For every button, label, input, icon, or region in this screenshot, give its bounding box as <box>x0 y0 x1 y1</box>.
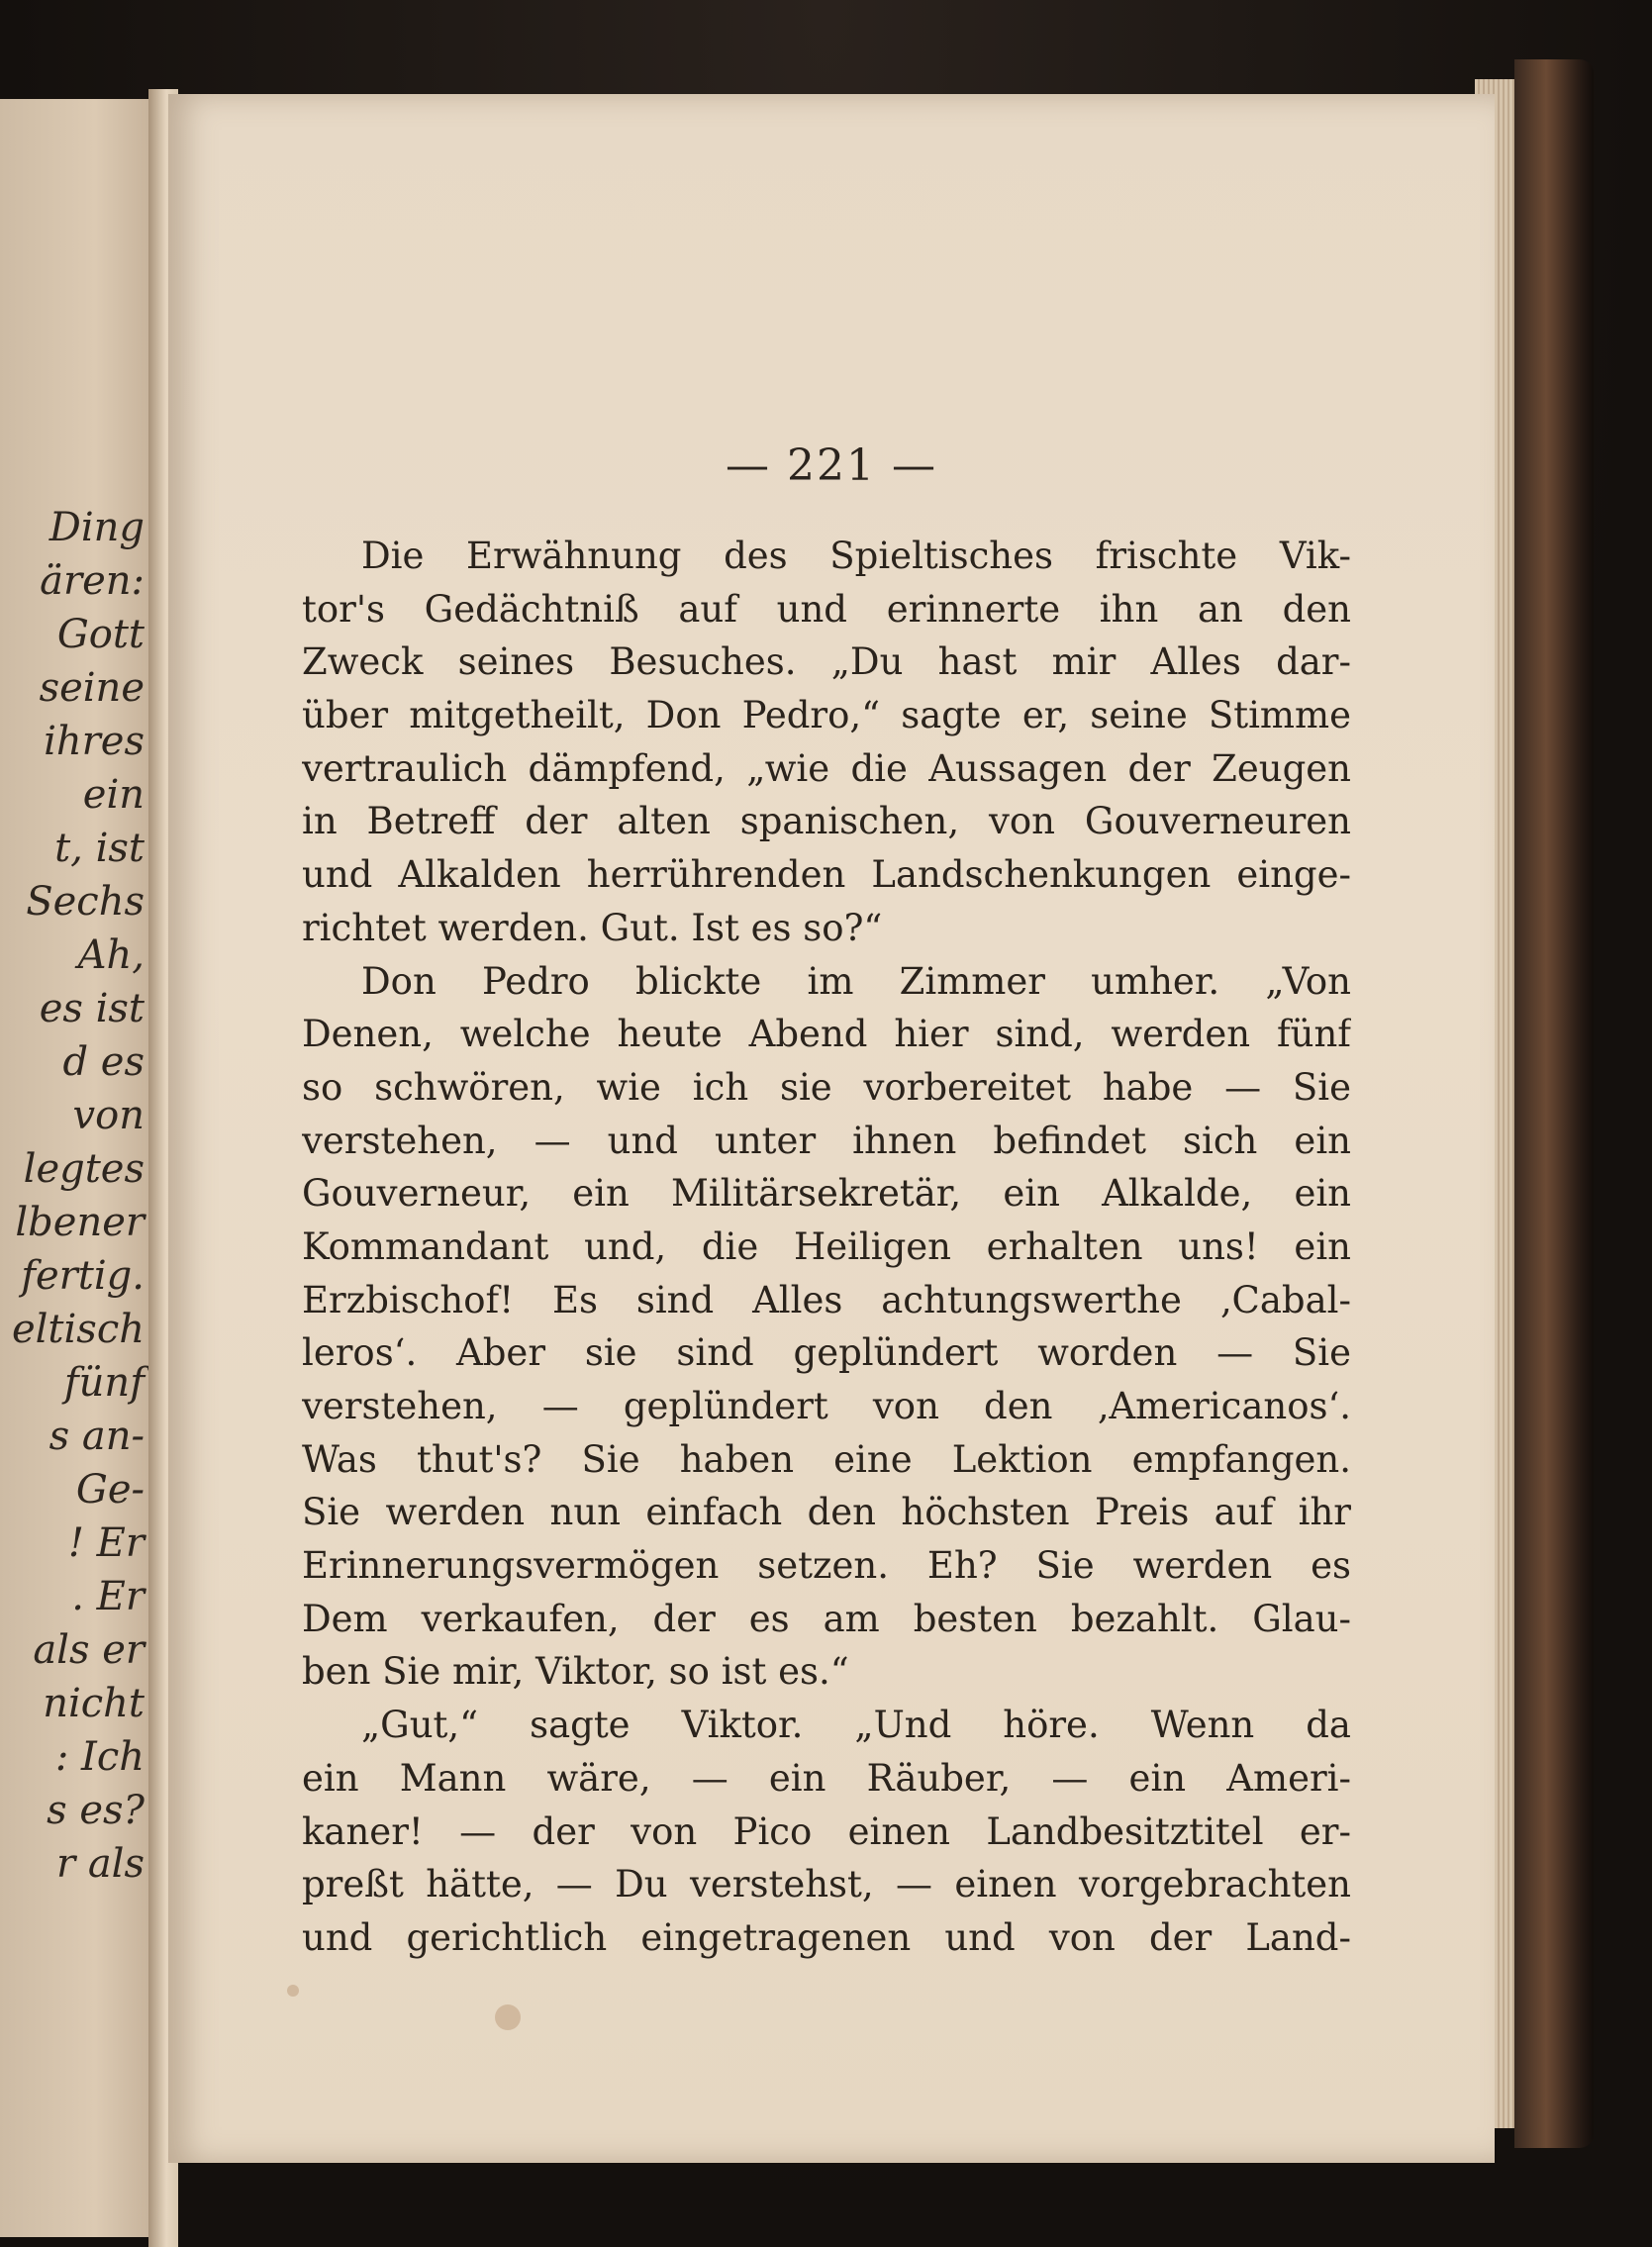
left-page-fragment: t, ist <box>54 826 145 871</box>
text-line: Zweck seines Besuches. „Du hast mir Alles dar- <box>302 640 1351 684</box>
left-page-fragment: es ist <box>39 986 145 1031</box>
text-line: „Gut,“ sagte Viktor. „Und höre. Wenn da <box>361 1704 1351 1747</box>
text-line: tor's Gedächtniß auf und erinnerte ihn an den <box>302 587 1351 631</box>
text-line: Die Erwähnung des Spieltisches frischte Vik- <box>361 535 1351 577</box>
text-line: in Betreff der alten spanischen, von Gouverneuren <box>302 800 1351 843</box>
left-page-fragment: d es <box>62 1039 145 1085</box>
text-line: Was thut's? Sie haben eine Lektion empfangen. <box>302 1437 1351 1481</box>
text-line: Dem verkaufen, der es am besten bezahlt. Glau- <box>302 1597 1351 1640</box>
body-text <box>302 530 1351 1965</box>
text-line: Kommandant und, die Heiligen erhalten uns! ein <box>302 1224 1351 1268</box>
text-line: über mitgetheilt, Don Pedro,“ sagte er, seine Stimme <box>302 694 1351 737</box>
left-page-fragment: s es? <box>47 1788 145 1833</box>
text-line: leros‘. Aber sie sind geplündert worden — Sie <box>302 1331 1351 1375</box>
text-line: preßt hätte, — Du verstehst, — einen vorgebrachten <box>302 1863 1351 1906</box>
left-page-fragment: Sechs <box>26 879 145 925</box>
text-line: richtet werden. Gut. Ist es so?“ <box>302 906 883 949</box>
left-page-fragment: Gott <box>56 612 145 657</box>
left-page-fragment: ein <box>82 772 145 818</box>
left-page-fragment: Ding <box>49 505 145 550</box>
text-line: Erinnerungsvermögen setzen. Eh? Sie werden es <box>302 1544 1351 1588</box>
book-page <box>168 94 1495 2163</box>
left-page-fragment: eltisch <box>11 1307 145 1352</box>
book-cover-edge <box>1514 59 1594 2148</box>
left-page-fragment: von <box>72 1093 145 1138</box>
left-page-fragment: Ah, <box>77 932 145 978</box>
text-line: verstehen, — geplündert von den ‚Americanos‘. <box>302 1385 1351 1427</box>
left-page-fragment: : Ich <box>54 1734 145 1780</box>
paper-spot <box>287 1985 299 1997</box>
paper-stain <box>495 2004 521 2030</box>
left-page-fragment: ären: <box>40 558 145 604</box>
text-line: ben Sie mir, Viktor, so ist es.“ <box>302 1650 849 1694</box>
text-line: kaner! — der von Pico einen Landbesitztitel er- <box>302 1809 1351 1853</box>
text-line: und gerichtlich eingetragenen und von der Land- <box>302 1915 1351 1959</box>
left-page-fragment: ihres <box>44 719 145 764</box>
left-page-fragment: seine <box>39 665 145 711</box>
left-page-fragment: nicht <box>43 1681 145 1726</box>
left-page-fragment: lbener <box>15 1200 145 1245</box>
text-line: verstehen, — und unter ihnen befindet sich ein <box>302 1119 1351 1162</box>
text-line: Gouverneur, ein Militärsekretär, ein Alkalde, ein <box>302 1172 1351 1216</box>
left-page-fragment: r als <box>55 1841 145 1887</box>
text-line: Don Pedro blickte im Zimmer umher. „Von <box>361 959 1351 1003</box>
page-number: — 221 — <box>726 440 937 491</box>
text-line: und Alkalden herrührenden Landschenkungen einge- <box>302 853 1351 897</box>
left-page-fragment: fertig. <box>21 1253 145 1299</box>
left-page-fragment: Ge- <box>75 1467 145 1513</box>
text-line: Denen, welche heute Abend hier sind, werden fünf <box>302 1013 1351 1056</box>
text-line: ein Mann wäre, — ein Räuber, — ein Ameri- <box>302 1756 1351 1800</box>
text-line: so schwören, wie ich sie vorbereitet habe — Sie <box>302 1065 1351 1109</box>
left-page-fragment: ! Er <box>67 1520 145 1566</box>
left-facing-page <box>0 99 158 2237</box>
left-page-fragment: als er <box>33 1627 145 1673</box>
left-page-fragment: . Er <box>71 1574 145 1619</box>
left-page-fragment: legtes <box>23 1146 145 1192</box>
left-page-fragment: s an- <box>49 1414 145 1459</box>
text-line: Sie werden nun einfach den höchsten Preis auf ihr <box>302 1491 1351 1534</box>
text-line: Erzbischof! Es sind Alles achtungswerthe ‚Cabal- <box>302 1278 1351 1321</box>
text-line: vertraulich dämpfend, „wie die Aussagen der Zeugen <box>302 746 1351 790</box>
left-page-fragment: fünf <box>63 1360 145 1406</box>
